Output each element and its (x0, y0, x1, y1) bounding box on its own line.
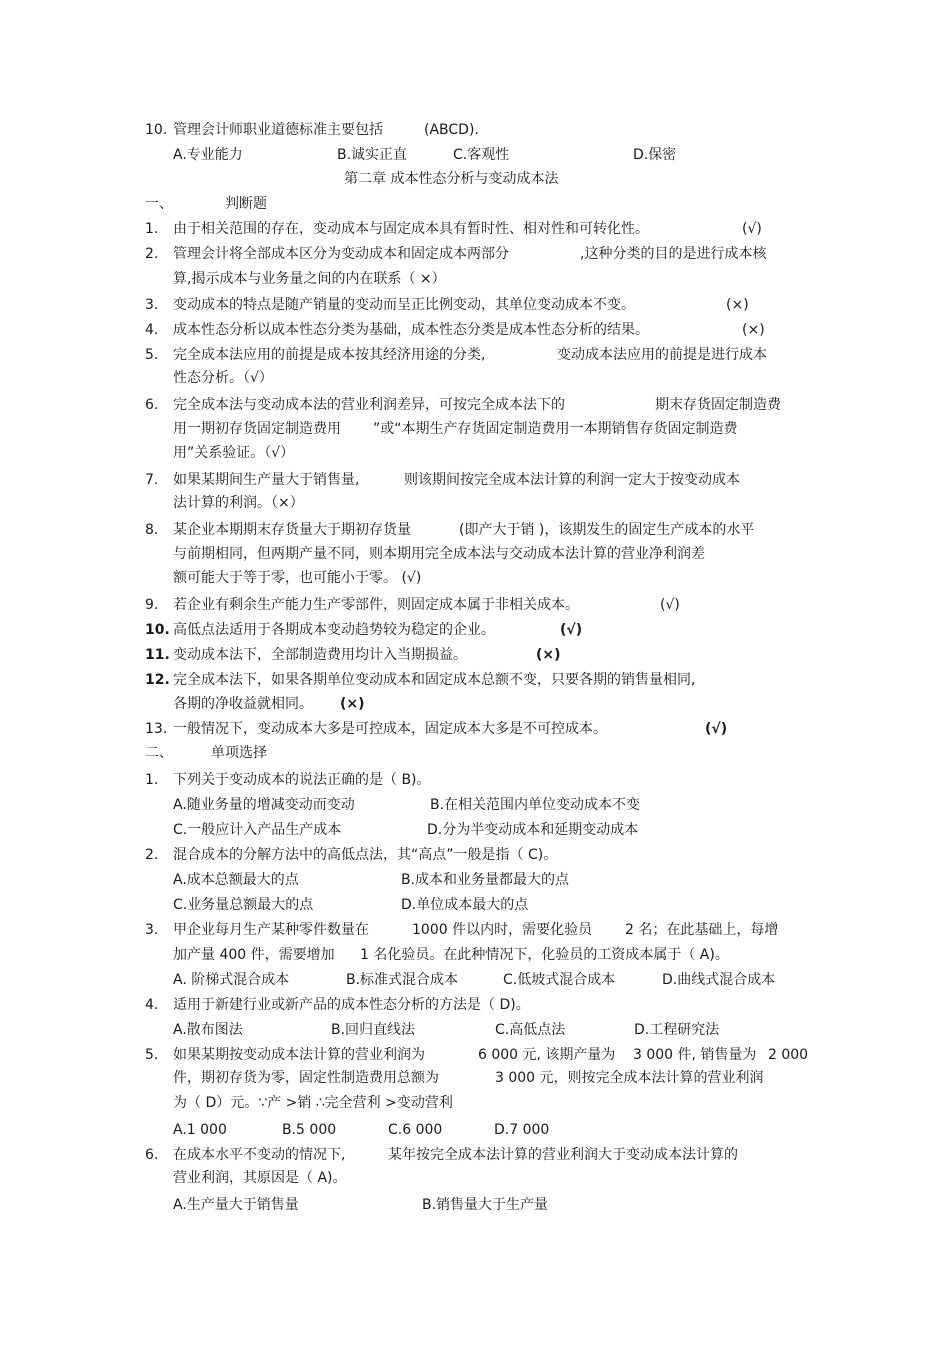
choice-1-stem: 下列关于变动成本的说法正确的是（ B)。 (173, 772, 431, 788)
judgment-2-number: 2. (145, 246, 159, 262)
q10-stem: 管理会计师职业道德标准主要包括 (173, 122, 383, 138)
choice-2-option-b: B.成本和业务量都最大的点 (401, 872, 570, 888)
choice-2-number: 2. (145, 847, 159, 863)
choice-3-stem-e: 1 名化验员。在此种情况下，化验员的工资成本属于（ A)。 (360, 947, 729, 963)
choice-3-stem-d: 加产量 400 件，需要增加 (173, 947, 335, 963)
judgment-8-text-c: 与前期相同，但两期产量不同，则本期用完全成本法与交动成本法计算的营业净利润差 (173, 546, 705, 562)
judgment-11-number: 11. (145, 647, 170, 663)
choice-5-option-a: A.1 000 (173, 1122, 227, 1138)
q10-option-c: C.客观性 (453, 147, 510, 163)
choice-5-number: 5. (145, 1047, 159, 1063)
judgment-11-text: 变动成本法下，全部制造费用均计入当期损益。 (173, 647, 467, 663)
q10-option-a: A.专业能力 (173, 147, 243, 163)
choice-1-option-b: B.在相关范围内单位变动成本不变 (430, 797, 641, 813)
judgment-2-text-a: 管理会计将全部成本区分为变动成本和固定成本两部分 (173, 246, 509, 262)
choice-6-stem-a: 在成本水平不变动的情况下, (173, 1147, 346, 1163)
judgment-12-number: 12. (145, 672, 170, 688)
judgment-10-number: 10. (145, 622, 170, 638)
choice-3-stem-a: 甲企业每月生产某种零件数量在 (173, 922, 369, 938)
judgment-12-answer: (×) (340, 696, 365, 712)
section-2-title: 单项选择 (211, 745, 267, 761)
judgment-3-text: 变动成本的特点是随产销量的变动而呈正比例变动，其单位变动成本不变。 (173, 297, 635, 313)
choice-3-number: 3. (145, 922, 159, 938)
choice-2-option-c: C.业务量总额最大的点 (173, 897, 314, 913)
judgment-4-number: 4. (145, 322, 159, 338)
choice-5-stem-a: 如果某期按变动成本法计算的营业利润为 (173, 1047, 425, 1063)
judgment-11-answer: (×) (536, 647, 561, 663)
choice-5-stem-g: 为（ D）元。∵产 >销 ∴完全营利 >变动营利 (173, 1095, 453, 1111)
judgment-13-answer: (√) (705, 721, 728, 737)
judgment-6-text-a: 完全成本法与变动成本法的营业利润差异，可按完全成本法下的 (173, 397, 565, 413)
judgment-4-answer: (×) (742, 322, 765, 338)
choice-3-option-a: A. 阶梯式混合成本 (173, 972, 290, 988)
q10-option-d: D.保密 (633, 147, 677, 163)
section-2-number: 二、 (145, 745, 173, 761)
judgment-9-answer: (√) (660, 597, 680, 613)
choice-3-stem-b: 1000 件以内时，需要化验员 (412, 922, 593, 938)
choice-3-stem-c: 2 名；在此基础上，每增 (625, 922, 779, 938)
choice-5-stem-e: 件，期初存货为零，固定性制造费用总额为 (173, 1070, 439, 1086)
q10-number: 10. (145, 122, 168, 138)
choice-5-option-c: C.6 000 (388, 1122, 443, 1138)
judgment-10-text: 高低点法适用于各期成本变动趋势较为稳定的企业。 (173, 622, 495, 638)
choice-2-option-d: D.单位成本最大的点 (401, 897, 529, 913)
choice-6-stem-c: 营业利润，其原因是（ A)。 (173, 1170, 347, 1186)
choice-1-option-a: A.随业务量的增减变动而变动 (173, 797, 355, 813)
choice-1-number: 1. (145, 772, 159, 788)
judgment-3-number: 3. (145, 297, 159, 313)
judgment-13-number: 13. (145, 721, 168, 737)
judgment-4-text: 成本性态分析以成本性态分类为基础，成本性态分类是成本性态分析的结果。 (173, 322, 649, 338)
judgment-5-number: 5. (145, 347, 159, 363)
choice-2-stem: 混合成本的分解方法中的高低点法，其“高点”一般是指（ C)。 (173, 847, 558, 863)
judgment-8-text-b: (即产大于销 )，该期发生的固定生产成本的水平 (459, 522, 755, 538)
choice-3-option-d: D.曲线式混合成本 (662, 972, 776, 988)
choice-4-stem: 适用于新建行业或新产品的成本性态分析的方法是（ D)。 (173, 997, 530, 1013)
choice-5-stem-d: 2 000 (768, 1047, 809, 1063)
judgment-7-text-a: 如果某期间生产量大于销售量, (173, 472, 360, 488)
judgment-10-answer: (√) (560, 622, 583, 638)
judgment-6-text-c: 用一期初存货固定制造费用 (173, 421, 341, 437)
chapter-title: 第二章 成本性态分析与变动成本法 (344, 171, 559, 187)
judgment-13-text: 一般情况下，变动成本大多是可控成本，固定成本大多是不可控成本。 (173, 721, 607, 737)
judgment-5-text-b: 变动成本法应用的前提是进行成本 (557, 347, 767, 363)
judgment-7-text-c: 法计算的利润。（×） (173, 495, 304, 511)
choice-3-option-b: B.标准式混合成本 (346, 972, 459, 988)
choice-4-number: 4. (145, 997, 159, 1013)
choice-6-option-b: B.销售量大于生产量 (422, 1197, 549, 1213)
judgment-6-text-e: 用”关系验证。（√） (173, 445, 295, 461)
judgment-5-text-a: 完全成本法应用的前提是成本按其经济用途的分类, (173, 347, 486, 363)
choice-6-option-a: A.生产量大于销售量 (173, 1197, 299, 1213)
judgment-6-number: 6. (145, 397, 159, 413)
choice-4-option-a: A.散布图法 (173, 1022, 243, 1038)
judgment-8-text-a: 某企业本期期末存货量大于期初存货量 (173, 522, 411, 538)
judgment-6-text-d: ”或“本期生产存货固定制造费用一本期销售存货固定制造费 (373, 421, 738, 437)
judgment-1-answer: (√) (742, 221, 762, 237)
judgment-3-answer: (×) (726, 297, 749, 313)
judgment-8-text-d: 额可能大于等于零，也可能小于零。 (√) (173, 570, 422, 586)
choice-4-option-c: C.高低点法 (495, 1022, 566, 1038)
judgment-2-text-c: 算,揭示成本与业务量之间的内在联系（ ×） (173, 271, 446, 287)
choice-3-option-c: C.低坡式混合成本 (503, 972, 616, 988)
judgment-9-number: 9. (145, 597, 159, 613)
choice-1-option-c: C.一般应计入产品生产成本 (173, 822, 342, 838)
judgment-8-number: 8. (145, 522, 159, 538)
section-1-title: 判断题 (225, 196, 267, 212)
choice-4-option-d: D.工程研究法 (634, 1022, 720, 1038)
judgment-9-text: 若企业有剩余生产能力生产零部件，则固定成本属于非相关成本。 (173, 597, 579, 613)
choice-5-stem-b: 6 000 元, 该期产量为 (478, 1047, 616, 1063)
judgment-6-text-b: 期末存货固定制造费 (655, 397, 781, 413)
judgment-12-text-a: 完全成本法下，如果各期单位变动成本和固定成本总额不变，只要各期的销售量相同, (173, 672, 696, 688)
judgment-1-text: 由于相关范围的存在，变动成本与固定成本具有暂时性、相对性和可转化性。 (173, 221, 649, 237)
choice-1-option-d: D.分为半变动成本和延期变动成本 (427, 822, 639, 838)
q10-answer: (ABCD). (424, 122, 479, 138)
section-1-number: 一、 (145, 196, 173, 212)
q10-option-b: B.诚实正直 (337, 147, 408, 163)
choice-5-stem-c: 3 000 件, 销售量为 (633, 1047, 757, 1063)
judgment-1-number: 1. (145, 221, 159, 237)
judgment-7-text-b: 则该期间按完全成本法计算的利润一定大于按变动成本 (404, 472, 740, 488)
choice-5-option-d: D.7 000 (494, 1122, 550, 1138)
judgment-7-number: 7. (145, 472, 159, 488)
judgment-12-text-b: 各期的净收益就相同。 (173, 696, 313, 712)
judgment-5-text-c: 性态分析。（√） (173, 370, 273, 386)
choice-2-option-a: A.成本总额最大的点 (173, 872, 299, 888)
choice-6-stem-b: 某年按完全成本法计算的营业利润大于变动成本法计算的 (388, 1147, 738, 1163)
choice-5-stem-f: 3 000 元，则按完全成本法计算的营业利润 (495, 1070, 764, 1086)
choice-6-number: 6. (145, 1147, 159, 1163)
choice-4-option-b: B.回归直线法 (331, 1022, 416, 1038)
choice-5-option-b: B.5 000 (282, 1122, 337, 1138)
judgment-2-text-b: ,这种分类的目的是进行成本核 (580, 246, 767, 262)
